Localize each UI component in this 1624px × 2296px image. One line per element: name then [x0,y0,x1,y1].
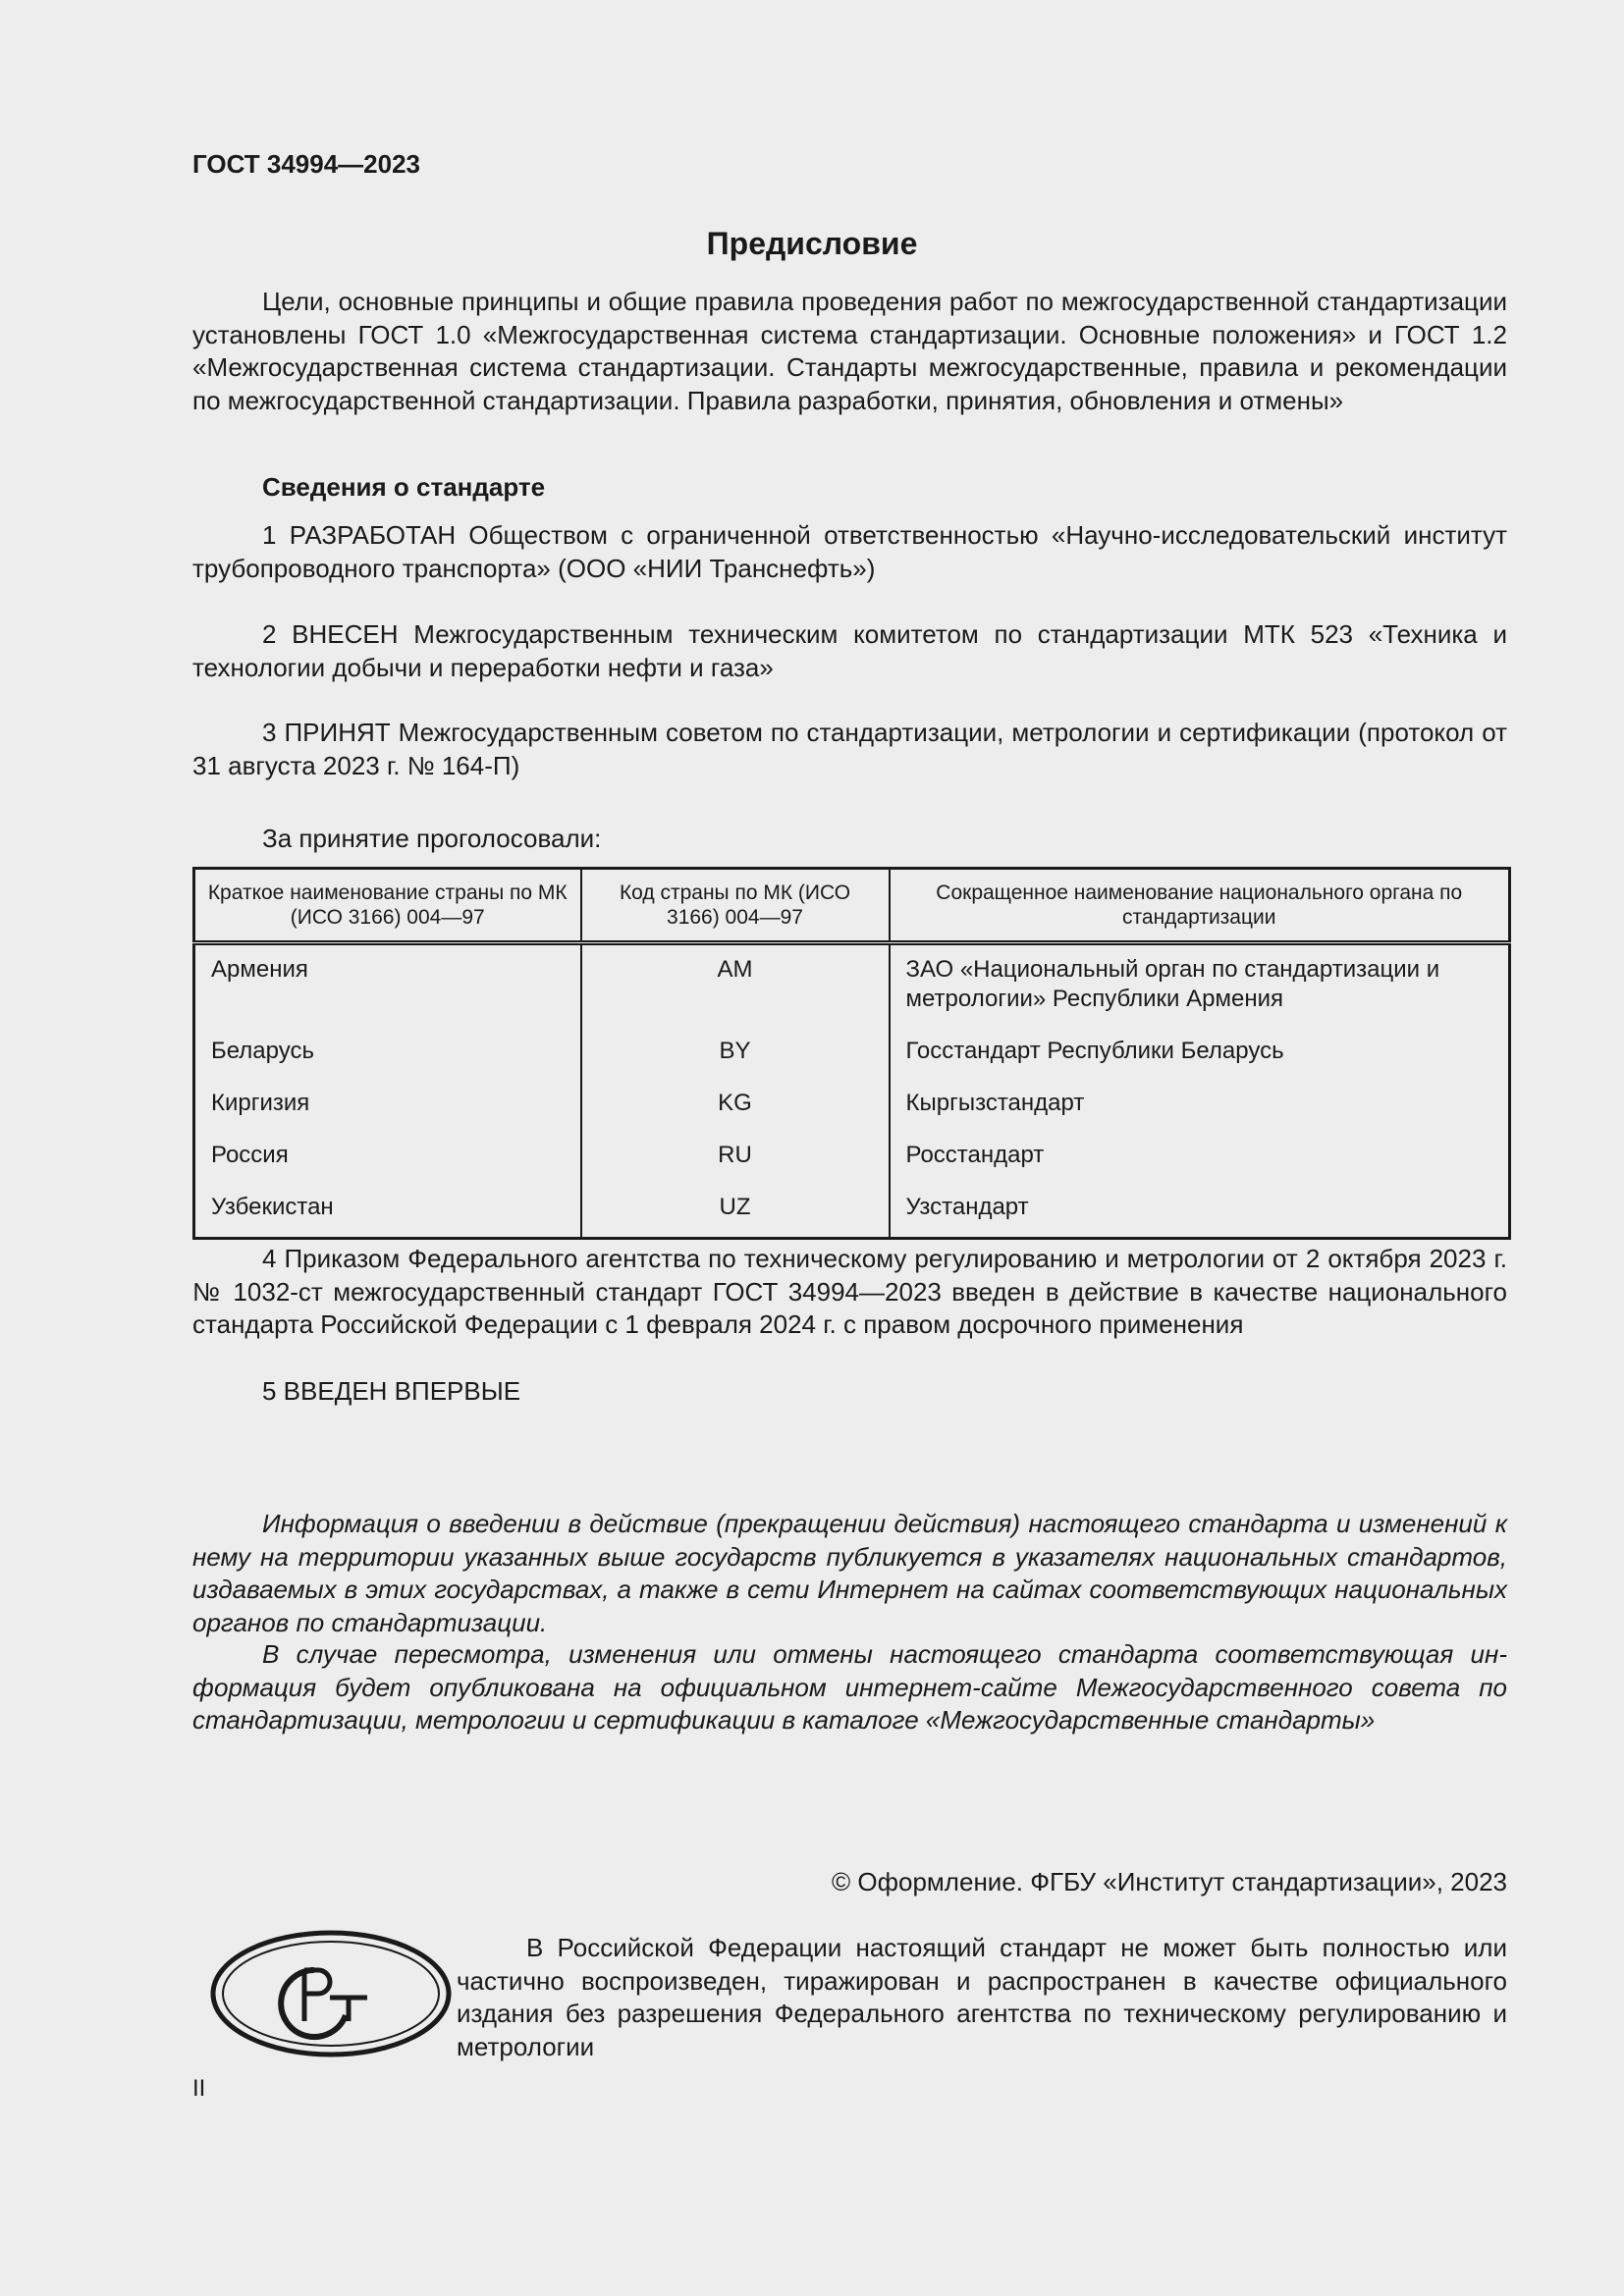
country-cell: Киргизия [194,1081,581,1133]
table-row [194,1029,1510,1081]
gost-r-logo [208,1927,454,2060]
column-header-country: Краткое наименование страны по МК (ИСО 3166) 004—97 [194,869,581,943]
vote-label: За принятие проголосовали: [262,824,602,853]
national-body-cell: Кыргызстандарт [890,1081,1510,1133]
table-row [194,1185,1510,1239]
page-number: II [192,2075,206,2102]
table-row [194,943,1510,1030]
code-cell: KG [581,1081,890,1133]
national-body-cell: Росстандарт [890,1133,1510,1185]
table-row [194,1081,1510,1133]
copyright-notice: © Оформление. ФГБУ «Институт стандартизации», 2023 [832,1867,1507,1896]
national-body-cell: Узстандарт [890,1185,1510,1239]
country-cell: Россия [194,1133,581,1185]
notice-paragraph-1: Информация о введении в действие (прекращении действия) настоящего стандарта и изменений к нему на территории указанных выше государств публикуется в указателях национальных стандартов, издаваемых в этих государствах, а также в сети Интернет на сайтах соответствующих национальных органов по стандартизации. [192,1509,1507,1637]
national-body-cell: Госстандарт Республики Беларусь [890,1029,1510,1081]
table-header-row [194,869,1510,943]
table-row [194,1133,1510,1185]
country-cell: Армения [194,943,581,1030]
item-5-first-introduced: 5 ВВЕДЕН ВПЕРВЫЕ [262,1376,521,1406]
code-cell: RU [581,1133,890,1185]
code-cell: BY [581,1029,890,1081]
reproduction-rights-notice: В Российской Федерации настоящий стандарт не может быть полностью или частично воспроизведен, тиражирован и распространен в качестве официального издания без разрешения Федерального агентства по техническому регулированию и метрологии [457,1933,1507,2061]
item-2-introduced: 2 ВНЕСЕН Межгосударственным техническим комитетом по стандартизации МТК 523 «Техника и технологии добычи и переработки нефти и газа» [192,619,1507,682]
column-header-national-body: Сокращенное наименование национального органа по стандартизации [890,869,1510,943]
document-id-header: ГОСТ 34994—2023 [192,149,420,179]
country-cell: Беларусь [194,1029,581,1081]
info-heading: Сведения о стандарте [262,472,546,502]
code-cell: UZ [581,1185,890,1239]
column-header-code: Код страны по МК (ИСО 3166) 004—97 [581,869,890,943]
item-4-enacted: 4 Приказом Федерального агентства по техническому регулированию и метрологии от 2 октября 2023 г. № 1032-ст межгосударственный стандарт ГОСТ 34994—2023 введен в действие в качестве национального стандарта Российской Федерации с 1 февраля 2024 г. с правом досрочного применения [192,1244,1507,1339]
item-3-adopted: 3 ПРИНЯТ Межгосударственным советом по стандартизации, метрологии и сертификации (протокол от 31 августа 2023 г. № 164-П) [192,718,1507,780]
item-1-developed: 1 РАЗРАБОТАН Обществом с ограниченной ответственностью «Научно-исследовательский институт трубопроводного транспорта» (ООО «НИИ Транснефть») [192,520,1507,583]
page-title: Предисловие [706,226,918,261]
intro-paragraph: Цели, основные принципы и общие правила проведения работ по межгосударственной стандартизации установлены ГОСТ 1.0 «Межгосударственная система стандартизации. Основные положения» и ГОСТ 1.2 «Межгосударственная система стандартизации. Стандарты межгосударственные, правила и рекомендации по межгосударственной стандартизации. Правила разработки, принятия, обновления и отмены» [192,287,1507,415]
notice-paragraph-2: В случае пересмотра, изменения или отмены настоящего стандарта соответствующая информация будет опубликована на официальном интернет-сайте Межгосударственного совета по стандартизации, метрологии и сертификации в каталоге «Межгосударственные стандарты» [192,1639,1507,1735]
country-cell: Узбекистан [194,1185,581,1239]
voting-table [192,867,1511,1240]
national-body-cell: ЗАО «Национальный орган по стандартизации и метрологии» Республики Армения [890,943,1510,1030]
code-cell: AM [581,943,890,1030]
